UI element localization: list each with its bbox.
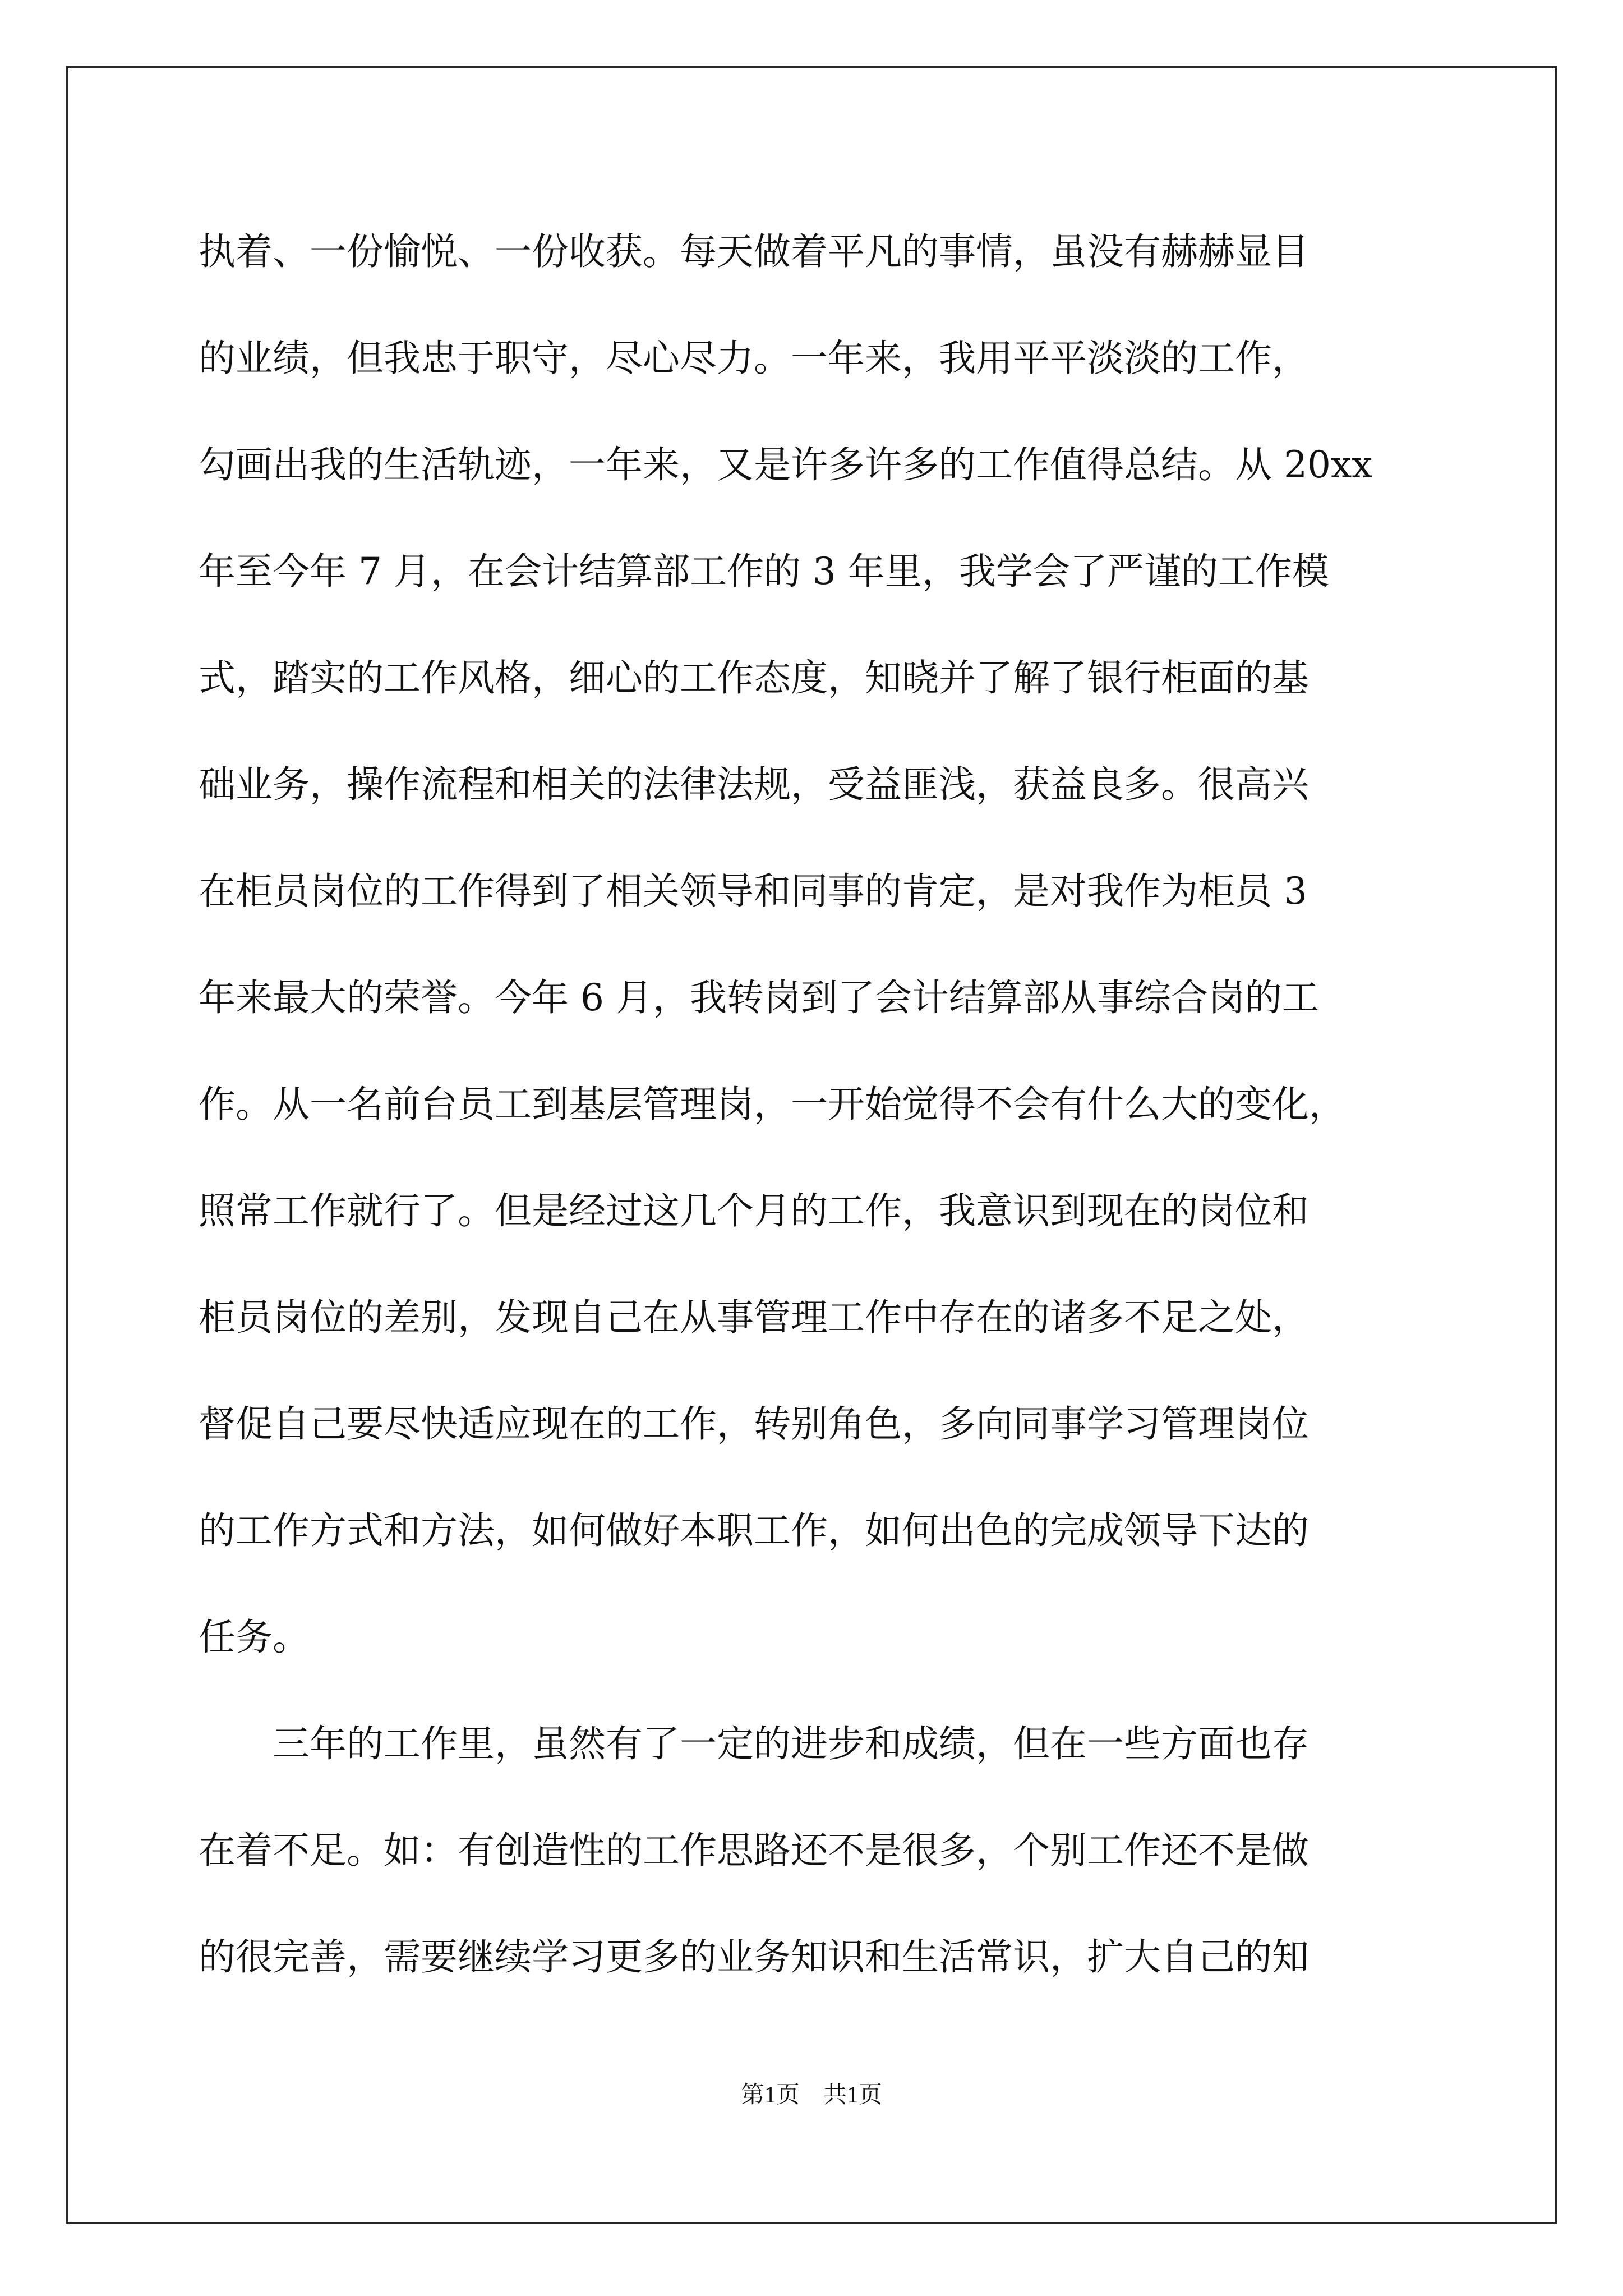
page-number-footer: 第1页 共1页: [740, 2082, 882, 2108]
text-line: 执着、一份愉悦、一份收获。每天做着平凡的事情，虽没有赫赫显目: [199, 230, 1309, 273]
text-line: 的很完善，需要继续学习更多的业务知识和生活常识，扩大自己的知: [199, 1935, 1309, 1978]
text-line: 任务。: [199, 1616, 310, 1659]
text-line: 年至今年 7 月，在会计结算部工作的 3 年里，我学会了严谨的工作模: [199, 550, 1329, 593]
text-line: 础业务，操作流程和相关的法律法规，受益匪浅，获益良多。很高兴: [199, 763, 1309, 806]
paragraph-start-line: 三年的工作里，虽然有了一定的进步和成绩，但在一些方面也存: [199, 1722, 1309, 1765]
text-line: 勾画出我的生活轨迹，一年来，又是许多许多的工作值得总结。从 20xx: [199, 443, 1373, 486]
text-line: 的工作方式和方法，如何做好本职工作，如何出色的完成领导下达的: [199, 1509, 1309, 1552]
text-line: 柜员岗位的差别，发现自己在从事管理工作中存在的诸多不足之处，: [199, 1296, 1309, 1339]
text-line: 年来最大的荣誉。今年 6 月，我转岗到了会计结算部从事综合岗的工: [199, 976, 1319, 1019]
text-line: 作。从一名前台员工到基层管理岗，一开始觉得不会有什么大的变化，: [199, 1083, 1346, 1126]
text-line: 在着不足。如：有创造性的工作思路还不是很多，个别工作还不是做: [199, 1829, 1309, 1872]
text-line: 在柜员岗位的工作得到了相关领导和同事的肯定，是对我作为柜员 3: [199, 869, 1307, 913]
text-line: 督促自己要尽快适应现在的工作，转别角色，多向同事学习管理岗位: [199, 1402, 1309, 1446]
text-line: 照常工作就行了。但是经过这几个月的工作，我意识到现在的岗位和: [199, 1189, 1309, 1232]
page-border: [66, 66, 1557, 2224]
text-line: 式，踏实的工作风格，细心的工作态度，知晓并了解了银行柜面的基: [199, 656, 1309, 700]
text-line: 的业绩，但我忠于职守，尽心尽力。一年来，我用平平淡淡的工作，: [199, 337, 1309, 380]
